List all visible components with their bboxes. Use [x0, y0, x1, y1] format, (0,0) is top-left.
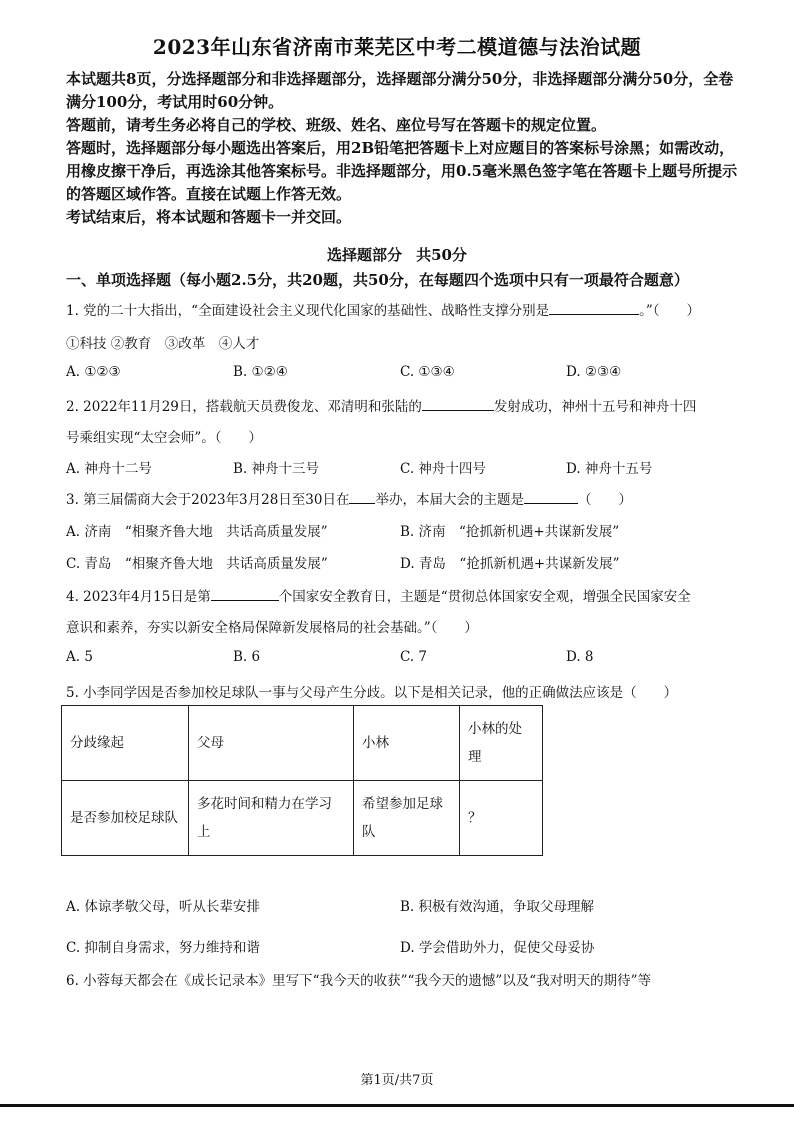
question-6-stem: 6. 小蓉每天都会在《成长记录本》里写下“我今天的收获”“我今天的遗憾”以及“我对明天的期待”等: [66, 973, 652, 989]
question-4-line2: 意识和素养，夯实以新安全格局保障新发展格局的社会基础。”（ ）: [66, 620, 478, 636]
option-b: B. ①②④: [233, 364, 288, 380]
q3-stem-a: 3. 第三届儒商大会于2023年3月28日至30日在: [66, 492, 350, 508]
table-header-cell: 分歧缘起: [62, 706, 189, 781]
option-a: A. 济南 “相聚齐鲁大地 共话高质量发展”: [66, 524, 328, 540]
table-cell: ？: [460, 781, 543, 856]
page-title: 2023年山东省济南市莱芜区中考二模道德与法治试题: [152, 35, 642, 59]
option-a: A. ①②③: [66, 364, 121, 380]
table-row: [62, 781, 543, 856]
option-b: B. 积极有效沟通，争取父母理解: [400, 899, 595, 915]
section-name: 选择题部分: [327, 246, 403, 264]
answer-blank: [211, 586, 279, 601]
instruction-4: 考试结束后，将本试题和答题卡一并交回。: [66, 208, 352, 226]
option-c: C. 神舟十四号: [400, 461, 486, 477]
option-d: D. 青岛 “抢抓新机遇+共谋新发展”: [400, 556, 620, 572]
option-c: C. ①③④: [400, 364, 455, 380]
question-3-options-cd: [66, 552, 746, 572]
question-2-stem: [66, 395, 696, 415]
option-a: A. 神舟十二号: [66, 461, 152, 477]
table-header-cell: 小林的处理: [460, 706, 543, 781]
table-header-row: [62, 706, 543, 781]
question-1-items: ①科技 ②教育 ③改革 ④人才: [66, 336, 260, 352]
instruction-2: 答题前，请考生务必将自己的学校、班级、姓名、座位号写在答题卡的规定位置。: [66, 116, 607, 134]
option-c: C. 抑制自身需求，努力维持和谐: [66, 940, 260, 956]
option-a: A. 体谅孝敬父母，听从长辈安排: [66, 899, 260, 915]
question-3-stem: [66, 488, 632, 508]
question-4-options: [66, 649, 746, 669]
question-2-line2: 号乘组实现“太空会师”。（ ）: [66, 430, 263, 446]
answer-blank: [349, 489, 375, 504]
answer-blank: [524, 489, 578, 504]
option-d: D. 学会借助外力，促使父母妥协: [400, 940, 595, 956]
instructions: [66, 68, 746, 229]
table-header-cell: 父母: [189, 706, 354, 781]
page-number: 第1页/共7页: [360, 1073, 434, 1088]
option-b: B. 6: [233, 649, 261, 665]
answer-blank: [549, 300, 639, 315]
section-heading: [0, 244, 794, 265]
option-b: B. 神舟十三号: [233, 461, 320, 477]
option-d: D. 神舟十五号: [566, 461, 653, 477]
part-heading: 一、单项选择题（每小题2.5分，共20题，共50分，在每题四个选项中只有一项最符合题意）: [66, 271, 689, 289]
question-5-options-ab: [66, 895, 746, 915]
q3-stem-c: （ ）: [577, 492, 632, 508]
question-3-options-ab: [66, 520, 746, 540]
question-1-options: [66, 364, 746, 384]
q3-stem-b: 举办，本届大会的主题是: [375, 492, 524, 508]
instruction-3: 答题时，选择题部分每小题选出答案后，用2B铅笔把答题卡上对应题目的答案标号涂黑；如需改动，用橡皮擦干净后，再选涂其他答案标号。非选择题部分，用0.5毫米黑色签字笔在答题卡上题号所提示的答题区域作答。直接在试题上作答无效。: [66, 139, 738, 203]
question-4-stem: [66, 585, 691, 605]
section-score: 共50分: [416, 246, 467, 264]
bottom-border: [0, 1104, 794, 1107]
table-cell: 是否参加校足球队: [62, 781, 189, 856]
table-cell: 希望参加足球队: [354, 781, 460, 856]
option-d: D. ②③④: [566, 364, 622, 380]
question-2-options: [66, 457, 746, 477]
q2-stem-b: 发射成功，神州十五号和神舟十四: [493, 399, 697, 415]
q4-stem-b: 个国家安全教育日，主题是“贯彻总体国家安全观，增强全民国家安全: [278, 589, 691, 605]
question-5-options-cd: [66, 936, 746, 956]
q2-stem-a: 2. 2022年11月29日，搭载航天员费俊龙、邓清明和张陆的: [66, 399, 422, 415]
question-1-stem: [66, 299, 700, 319]
table-cell: 多花时间和精力在学习上: [189, 781, 354, 856]
option-a: A. 5: [66, 649, 93, 665]
disagreement-table: [61, 705, 543, 856]
option-d: D. 8: [566, 649, 594, 665]
instruction-1: 本试题共8页，分选择题部分和非选择题部分，选择题部分满分50分，非选择题部分满分50分，全卷满分100分，考试用时60分钟。: [66, 70, 734, 111]
q1-stem-b: 。”（ ）: [639, 303, 700, 319]
option-c: C. 青岛 “相聚齐鲁大地 共话高质量发展”: [66, 556, 328, 572]
question-5-stem: 5. 小李同学因是否参加校足球队一事与父母产生分歧。以下是相关记录，他的正确做法应该是（ ）: [66, 685, 678, 701]
q1-stem-a: 1. 党的二十大指出，“全面建设社会主义现代化国家的基础性、战略性支撑分别是: [66, 303, 550, 319]
answer-blank: [422, 396, 494, 411]
q4-stem-a: 4. 2023年4月15日是第: [66, 589, 211, 605]
option-b: B. 济南 “抢抓新机遇+共谋新发展”: [400, 524, 620, 540]
table-header-cell: 小林: [354, 706, 460, 781]
option-c: C. 7: [400, 649, 428, 665]
